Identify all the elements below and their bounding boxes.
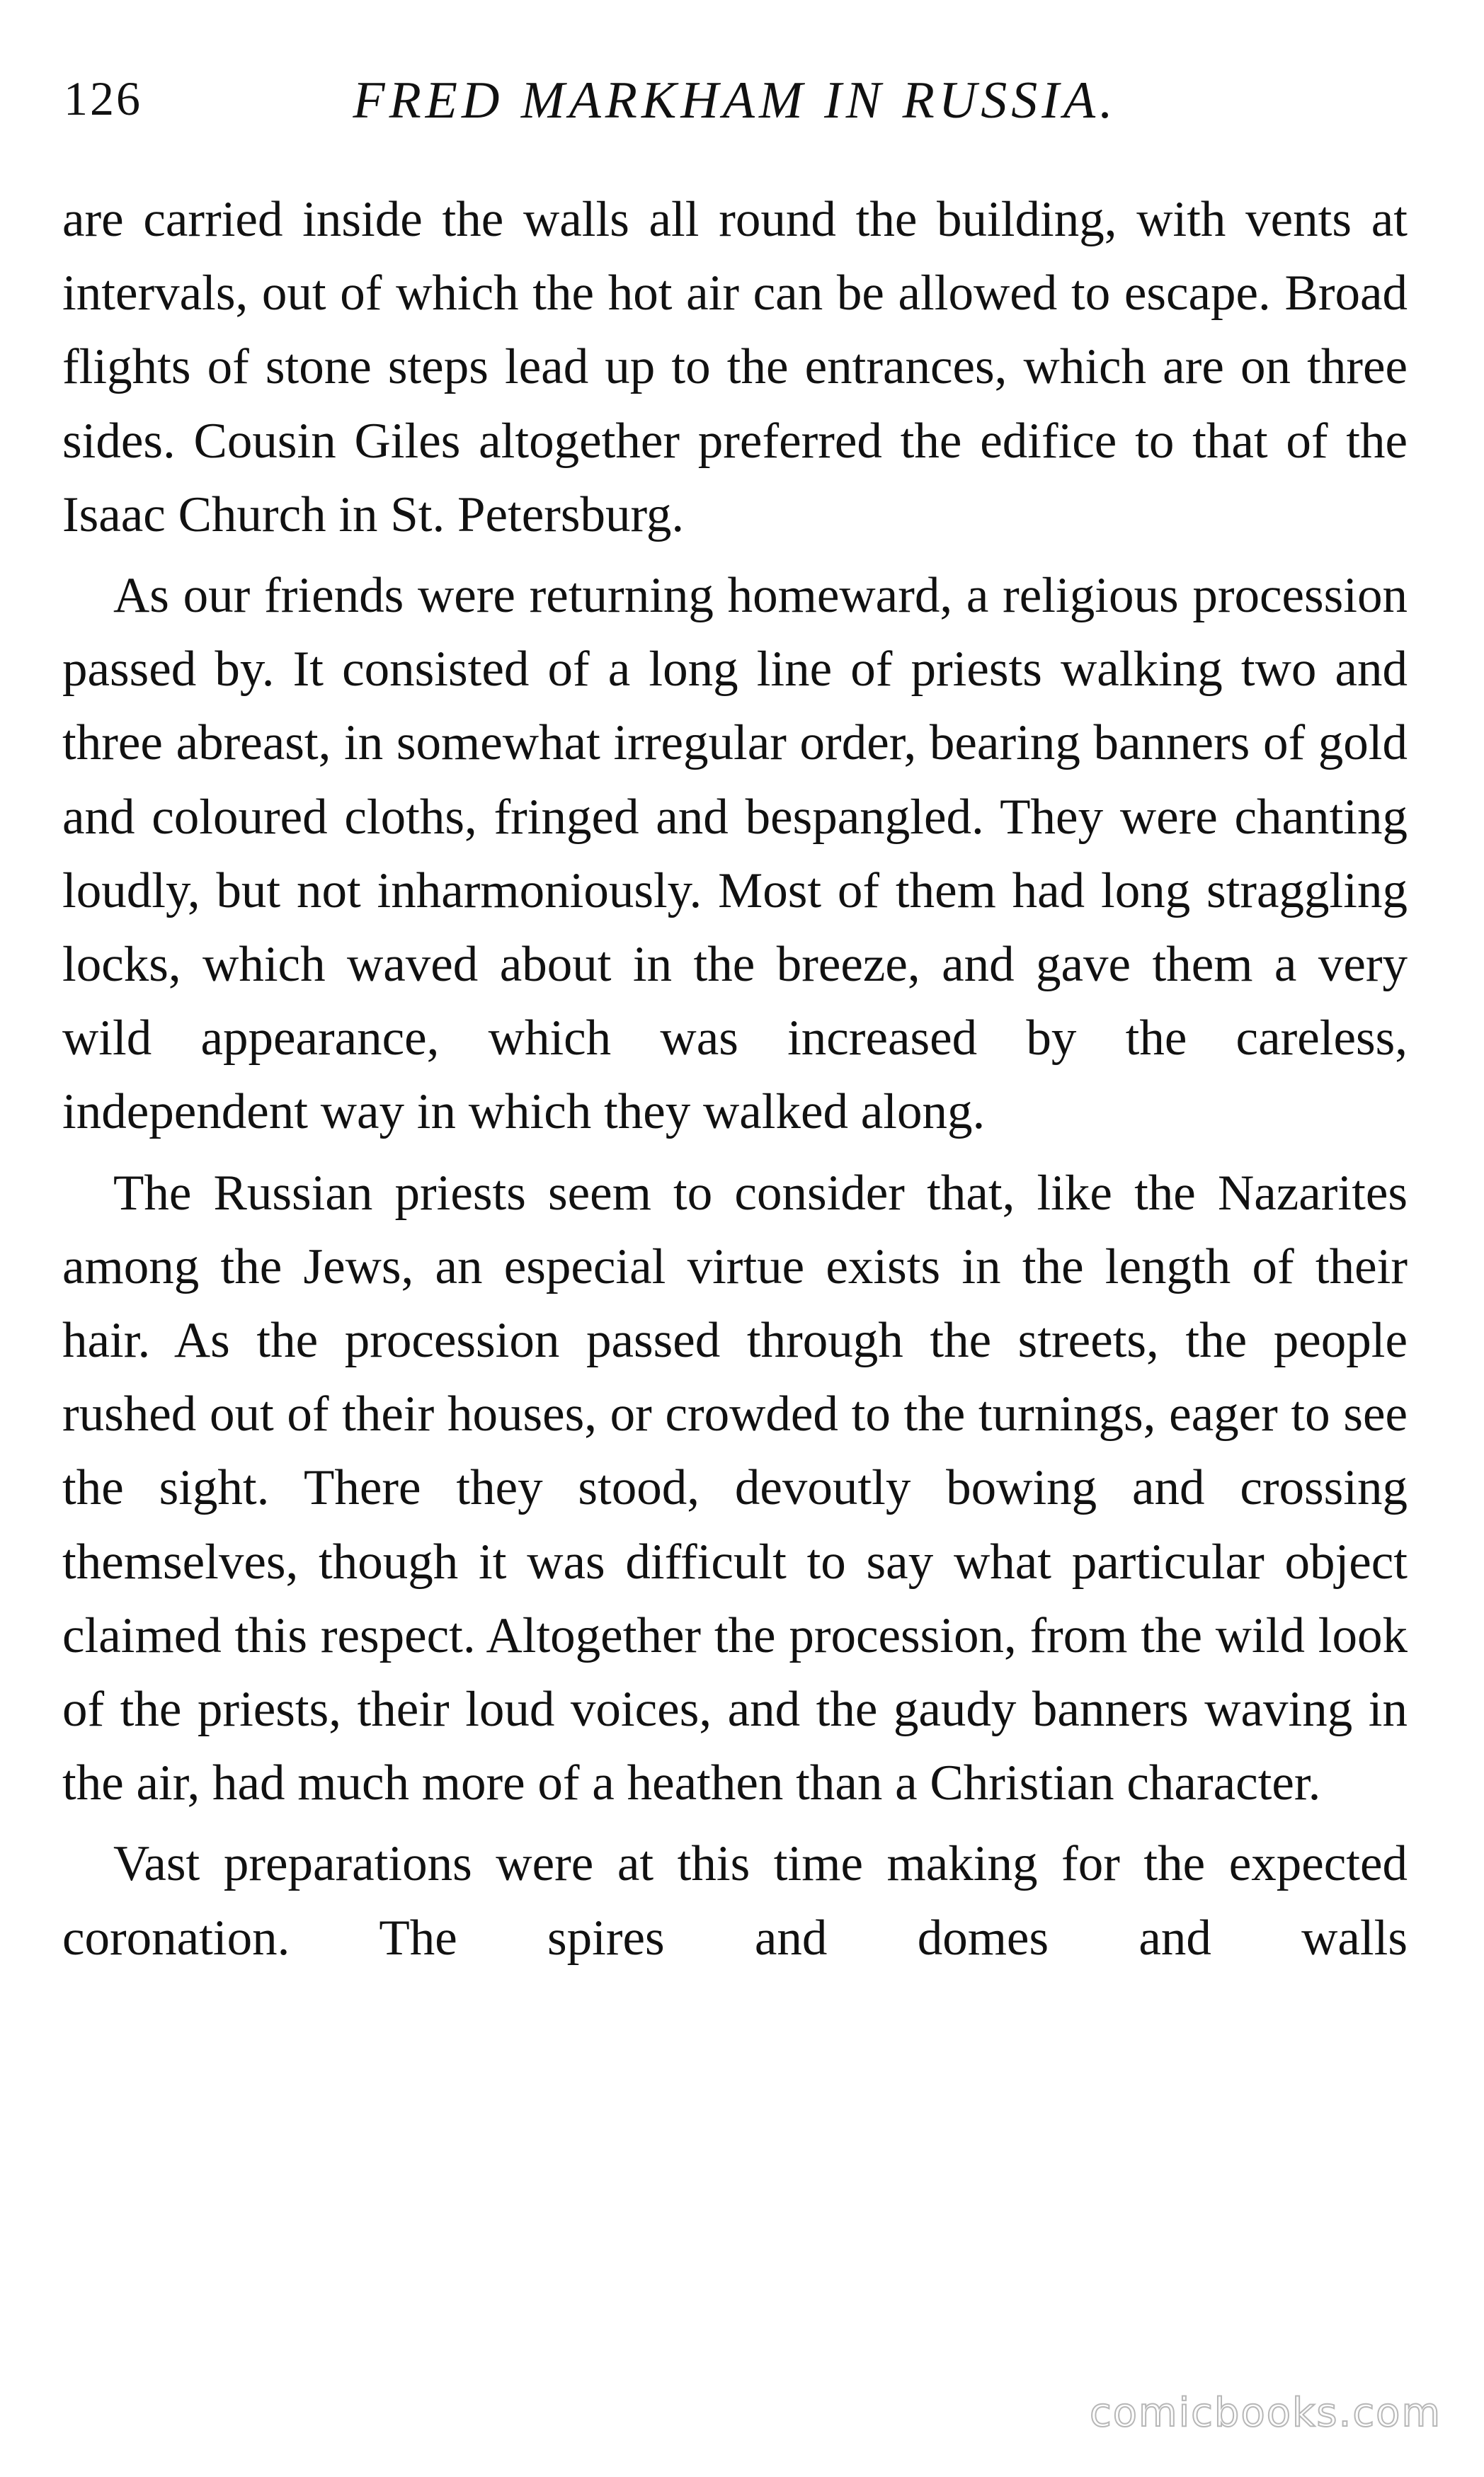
- book-page: [62, 0, 1408, 2477]
- paragraph-continued: are carried inside the walls all round the building, with vents at intervals, out of which the hot air can be allowed to escape. Broad flights of stone steps lead up to the entrances, which are on three sides. Cousin Giles altogether preferred the edifice to that of the Isaac Church in St. Petersburg.: [62, 192, 1408, 542]
- paragraph-russian-priests: The Russian priests seem to consider that, like the Nazarites among the Jews, an especial virtue exists in the length of their hair. As the procession passed through the streets, the people rushed out of their houses, or crowded to the turnings, eager to see the sight. There they stood, devoutly bowing and crossing themselves, though it was difficult to say what particular object claimed this respect. Altogether the procession, from the wild look of the priests, their loud voices, and the gaudy banners waving in the air, had much more of a heathen than a Christian character.: [62, 1165, 1408, 1811]
- paragraph-coronation: Vast preparations were at this time making for the expected coronation. The spires and domes and walls: [62, 1836, 1408, 1966]
- watermark: comicbooks.com: [1089, 2390, 1442, 2436]
- body-text: [62, 183, 1408, 1982]
- running-title: FRED MARKHAM IN RUSSIA.: [353, 72, 1117, 130]
- paragraph-procession: As our friends were returning homeward, a religious procession passed by. It consisted of a long line of priests walking two and three abreast, in somewhat irregular order, bearing banners of gold and coloured cloths, fringed and bespangled. They were chanting loudly, but not inharmoniously. Most of them had long straggling locks, which waved about in the breeze, and gave them a very wild appearance, which was increased by the careless, independent way in which they walked along.: [62, 568, 1408, 1140]
- page-header: [62, 71, 1408, 149]
- page-number: 126: [64, 72, 142, 125]
